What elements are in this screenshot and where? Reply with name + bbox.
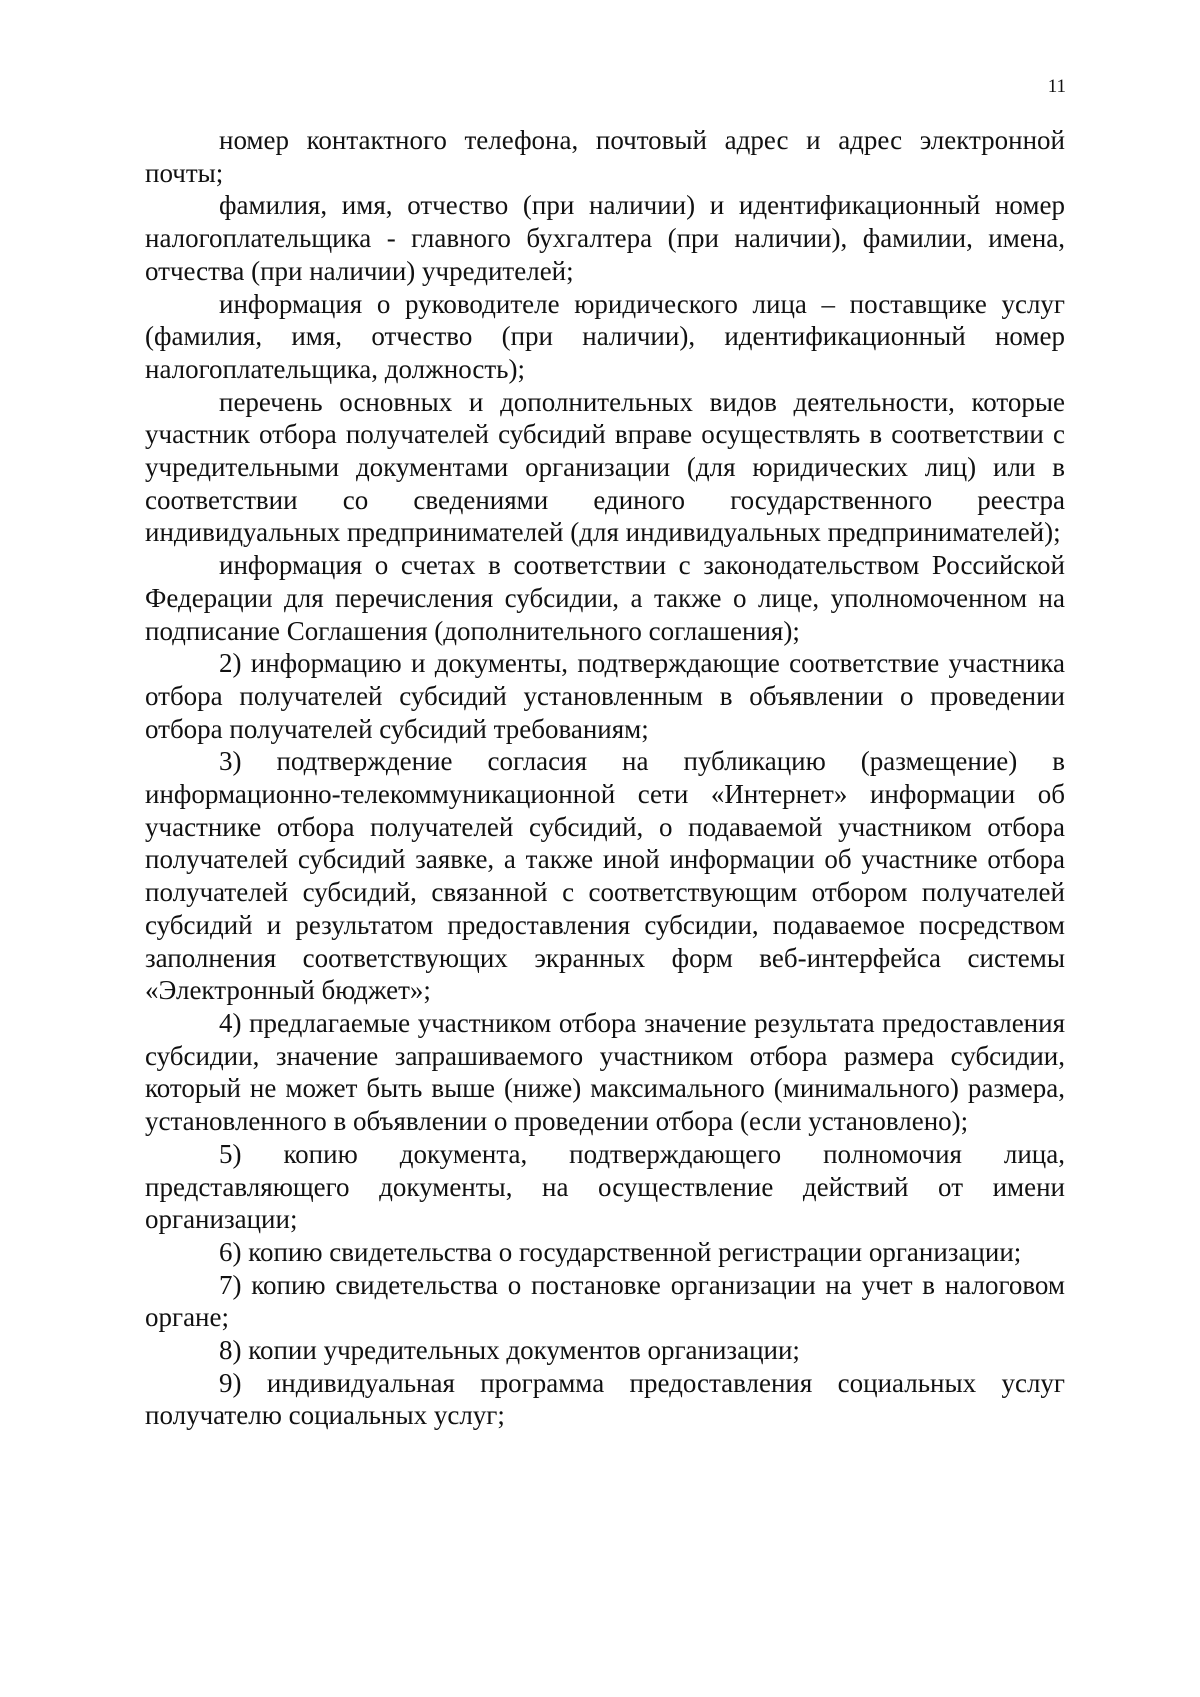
paragraph-item-8: 8) копии учредительных документов организации; — [219, 1335, 800, 1366]
document-body — [145, 124, 1065, 1432]
paragraph-item-3: 3) подтверждение согласия на публикацию (размещение) в информационно-телекоммуникационной сети «Интернет» информации об участнике отбора получателей субсидий, о подаваемой участником отбора получателей субсидий заявке, а также иной информации об участнике отбора получателей субсидий, связанной с соответствующим отбором получателей субсидий и результатом предоставления субсидии, подаваемое посредством заполнения соответствующих экранных форм веб-интерфейса системы «Электронный бюджет»; — [145, 746, 1065, 1006]
paragraph-item-7: 7) копию свидетельства о постановке организации на учет в налоговом органе; — [145, 1269, 1065, 1333]
paragraph-activities-list: перечень основных и дополнительных видов деятельности, которые участник отбора получателей субсидий вправе осуществлять в соответствии с учредительными документами организации (для юридических лиц) или в соответствии со сведениями единого государственного реестра индивидуальных предпринимателей (для индивидуальных предпринимателей); — [145, 386, 1065, 548]
paragraph-item-6: 6) копию свидетельства о государственной регистрации организации; — [219, 1236, 1022, 1267]
paragraph-head-info: информация о руководителе юридического лица – поставщике услуг (фамилия, имя, отчество (при наличии), идентификационный номер налогоплательщика, должность); — [145, 288, 1065, 384]
paragraph-item-9: 9) индивидуальная программа предоставления социальных услуг получателю социальных услуг; — [145, 1367, 1065, 1431]
paragraph-contact-info: номер контактного телефона, почтовый адрес и адрес электронной почты; — [145, 125, 1065, 188]
paragraph-accounts-info: информация о счетах в соответствии с законодательством Российской Федерации для перечисления субсидии, а также о лице, уполномоченном на подписание Соглашения (дополнительного соглашения); — [145, 550, 1065, 646]
paragraph-item-5: 5) копию документа, подтверждающего полномочия лица, представляющего документы, на осуществление действий от имени организации; — [145, 1138, 1065, 1235]
paragraph-item-4: 4) предлагаемые участником отбора значение результата предоставления субсидии, значение запрашиваемого участником отбора размера субсидии, который не может быть выше (ниже) максимального (минимального) размера, установленного в объявлении о проведении отбора (если установлено); — [145, 1007, 1065, 1137]
paragraph-accountant-founders: фамилия, имя, отчество (при наличии) и идентификационный номер налогоплательщика - главного бухгалтера (при наличии), фамилии, имена, отчества (при наличии) учредителей; — [145, 190, 1065, 286]
paragraph-item-2: 2) информацию и документы, подтверждающие соответствие участника отбора получателей субсидий установленным в объявлении о проведении отбора получателей субсидий требованиям; — [145, 648, 1065, 744]
page-number: 11 — [1047, 76, 1066, 97]
